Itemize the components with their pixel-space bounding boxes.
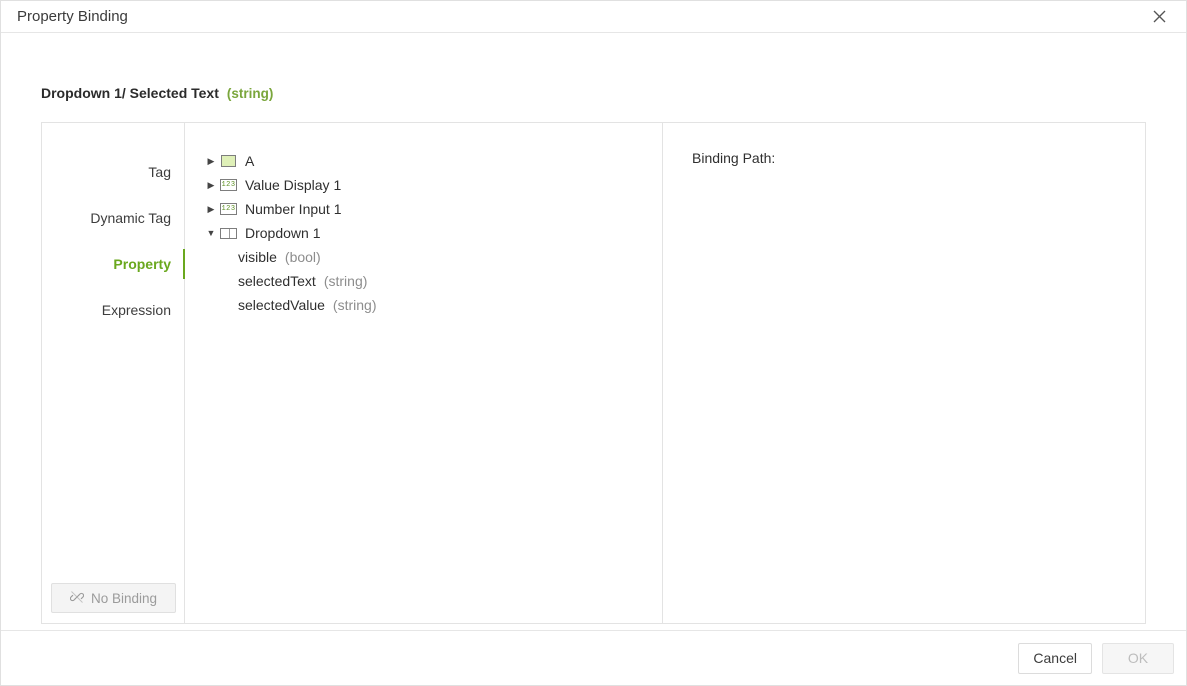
chevron-right-icon[interactable]: ▶ bbox=[207, 179, 215, 190]
dialog-body bbox=[1, 33, 1186, 630]
chevron-right-icon[interactable]: ▶ bbox=[207, 155, 215, 166]
binding-path-panel bbox=[663, 123, 1145, 623]
number-input-icon: 123 bbox=[221, 205, 236, 213]
dialog-titlebar bbox=[1, 1, 1186, 33]
tree-node-selectedtext[interactable] bbox=[185, 269, 662, 293]
tree-node-type: (string) bbox=[332, 297, 377, 313]
tree-node-label: Dropdown 1 bbox=[245, 225, 321, 241]
tree-node-visible[interactable] bbox=[185, 245, 662, 269]
binding-mode-dynamic-tag-label: Dynamic Tag bbox=[90, 210, 171, 226]
chevron-down-icon[interactable]: ▼ bbox=[206, 227, 216, 238]
tree-node-value-display-1[interactable] bbox=[185, 173, 662, 197]
container-icon bbox=[219, 155, 238, 168]
property-header bbox=[41, 85, 1146, 101]
property-path-label: Dropdown 1/ Selected Text bbox=[41, 85, 219, 101]
component-tree bbox=[185, 123, 663, 623]
property-type-label: (string) bbox=[226, 86, 274, 101]
no-binding-label: No Binding bbox=[90, 590, 158, 606]
ok-button[interactable]: OK bbox=[1102, 643, 1174, 674]
tree-node-label: Value Display 1 bbox=[245, 177, 342, 193]
tree-node-label: A bbox=[245, 153, 255, 169]
binding-mode-list bbox=[42, 123, 185, 623]
binding-mode-dynamic-tag[interactable] bbox=[42, 195, 184, 241]
tree-node-label: Number Input 1 bbox=[245, 201, 342, 217]
no-binding-button[interactable] bbox=[51, 583, 176, 613]
dialog-footer bbox=[1, 630, 1186, 685]
dialog-title: Property Binding bbox=[17, 8, 128, 25]
dropdown-icon bbox=[219, 227, 238, 240]
tree-node-dropdown-1[interactable] bbox=[185, 221, 662, 245]
binding-path-label: Binding Path: bbox=[692, 150, 776, 166]
tree-node-selectedvalue[interactable] bbox=[185, 293, 662, 317]
tree-node-type: (string) bbox=[323, 273, 368, 289]
tree-node-label: visible bbox=[238, 249, 277, 265]
cancel-button[interactable]: Cancel bbox=[1018, 643, 1092, 674]
tree-node-a[interactable] bbox=[185, 149, 662, 173]
binding-mode-expression-label: Expression bbox=[101, 302, 171, 318]
close-icon[interactable] bbox=[1146, 4, 1172, 30]
tree-node-number-input-1[interactable] bbox=[185, 197, 662, 221]
tree-node-label: selectedValue bbox=[238, 297, 325, 313]
binding-panel bbox=[41, 122, 1146, 624]
binding-mode-property-label: Property bbox=[113, 256, 171, 272]
tree-node-label: selectedText bbox=[238, 273, 316, 289]
chevron-right-icon[interactable]: ▶ bbox=[207, 203, 215, 214]
binding-mode-expression[interactable] bbox=[42, 287, 184, 333]
binding-mode-property[interactable] bbox=[42, 241, 184, 287]
tree-node-type: (bool) bbox=[284, 249, 321, 265]
binding-mode-tag-label: Tag bbox=[148, 164, 171, 180]
value-display-icon: 123 bbox=[221, 181, 236, 189]
unlink-icon bbox=[70, 590, 84, 607]
binding-mode-tag[interactable] bbox=[42, 149, 184, 195]
